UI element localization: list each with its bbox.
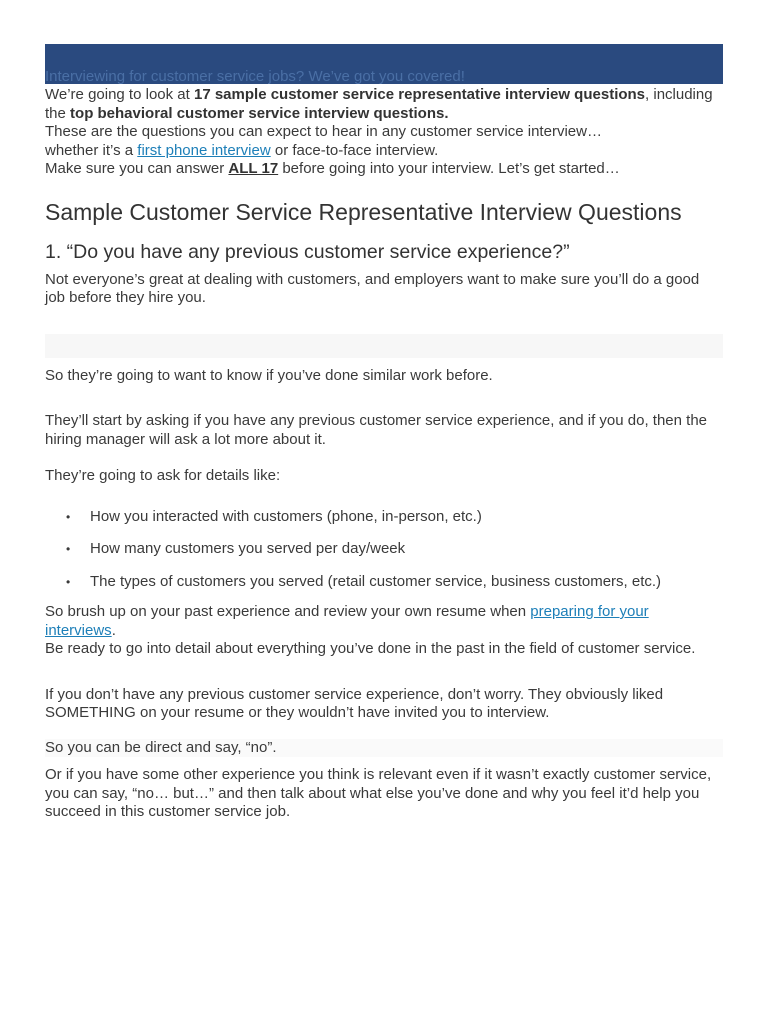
q1-paragraph-5: So brush up on your past experience and review your own resume when preparing for your interviews. [45,603,649,639]
q1-paragraph-7: If you don’t have any previous customer service experience, don’t worry. They obviously liked SOMETHING on your resume or they wouldn’t have invited you to interview. [45,685,664,721]
bullet-icon: • [66,574,71,589]
details-list [45,508,723,592]
q1-paragraph-4: They’re going to ask for details like: [45,467,281,484]
intro-paragraph-2: These are the questions you can expect to hear in any customer service interview… [45,123,602,140]
list-item: • How you interacted with customers (phone, in-person, etc.) [66,507,482,525]
list-item: • The types of customers you served (retail customer service, business customers, etc.) [66,572,662,590]
intro-paragraph-1: We’re going to look at 17 sample customer service representative interview questions, including the top behavioral customer service interview questions. [45,86,713,122]
first-phone-interview-link[interactable]: first phone interview [137,141,271,159]
header-banner [45,44,723,84]
ad-placeholder [45,334,723,358]
q1-paragraph-1: Not everyone’s great at dealing with customers, and employers want to make sure you’ll do a good job before they hire you. [45,270,700,306]
preparing-for-interviews-link[interactable]: preparing for your interviews [45,603,649,639]
section-title: Sample Customer Service Representative Interview Questions [45,198,682,225]
bullet-icon: • [66,509,71,524]
article [45,44,723,822]
list-item: • How many customers you served per day/week [66,540,406,557]
intro-paragraph-4: Make sure you can answer ALL 17 before going into your interview. Let’s get started… [45,160,620,177]
banner-subtitle: Interviewing for customer service jobs? We’ve got you covered! [45,68,465,85]
q1-paragraph-9: Or if you have some other experience you think is relevant even if it wasn’t exactly customer service, you can say, “no… but…” and then talk about what else you’ve done and why you feel it’d help you succeed in this customer service job. [45,766,712,820]
intro-paragraph-3: whether it’s a first phone interview or face-to-face interview. [45,141,439,159]
all-17-emphasis: ALL 17 [228,160,279,177]
intro [45,86,723,179]
bullet-icon: • [66,542,71,556]
q1-paragraph-2: So they’re going to want to know if you’ve done similar work before. [45,366,493,384]
q1-paragraph-6: Be ready to go into detail about everything you’ve done in the past in the field of customer service. [45,640,696,657]
intro-bold-behavioral: top behavioral customer service interview questions. [70,104,449,122]
question-1-title: 1. “Do you have any previous customer service experience?” [45,240,570,263]
q1-paragraph-3: They’ll start by asking if you have any previous customer service experience, and if you do, then the hiring manager will ask a lot more about it. [45,412,708,448]
q1-paragraph-8: So you can be direct and say, “no”. [45,739,723,758]
question-1-body [45,271,723,822]
intro-bold-questions: 17 sample customer service representative interview questions [193,86,646,103]
